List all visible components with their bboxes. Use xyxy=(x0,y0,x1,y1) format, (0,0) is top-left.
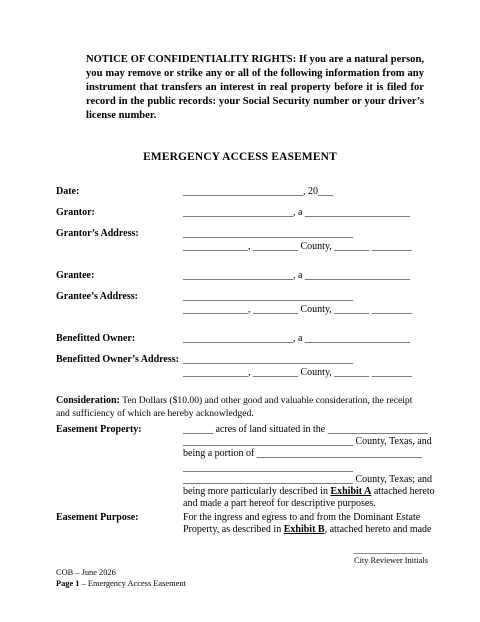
easement-property-label: Easement Property: xyxy=(56,424,142,435)
easement-property-line2[interactable]: __________________________________ County, Texas, and xyxy=(183,436,432,447)
consideration-paragraph xyxy=(56,395,426,420)
exhibit-a-link[interactable]: Exhibit A xyxy=(330,486,372,497)
easement-purpose-line2 xyxy=(183,524,431,535)
easement-purpose-line2-text: Property, as described in xyxy=(183,524,284,535)
date-field[interactable]: ________________________, 20___ xyxy=(183,186,333,197)
grantor-address-line1[interactable]: __________________________________ xyxy=(183,228,353,239)
footer-page-number: Page 1 xyxy=(56,579,80,588)
benefitted-owner-address-label: Benefitted Owner’s Address: xyxy=(56,354,179,365)
easement-property-line6 xyxy=(183,486,435,497)
exhibit-b-link[interactable]: Exhibit B xyxy=(283,524,325,535)
date-label: Date: xyxy=(56,186,80,197)
initials-signature-line[interactable] xyxy=(354,553,422,554)
grantor-address-label: Grantor’s Address: xyxy=(56,228,139,239)
confidentiality-notice: NOTICE OF CONFIDENTIALITY RIGHTS: If you are a natural person, you may remove or strike any or all of the following information from any instrument that transfers an interest in real property before it is filed for record in the public records: your Social Security number or your driver’s license number. xyxy=(86,54,424,121)
easement-property-line6-text: being more particularly described in xyxy=(183,486,331,497)
benefitted-owner-label: Benefitted Owner: xyxy=(56,333,136,344)
benefitted-owner-address-line1[interactable]: __________________________________ xyxy=(183,354,353,365)
city-reviewer-initials-label: City Reviewer Initials xyxy=(354,556,428,565)
easement-property-line5[interactable]: __________________________________ County, Texas; and xyxy=(183,474,433,485)
footer-page-info xyxy=(56,579,186,588)
footer-cob-date: COB – June 2026 xyxy=(56,568,116,577)
grantee-address-line2[interactable]: _____________, _________ County, _______ ________ xyxy=(183,304,412,315)
benefitted-owner-address-line2[interactable]: _____________, _________ County, _______ ________ xyxy=(183,367,412,378)
grantee-address-line1[interactable]: __________________________________ xyxy=(183,291,353,302)
consideration-text: Ten Dollars ($10.00) and other good and valuable consideration, the receipt and sufficiency of which are hereby acknowledged. xyxy=(56,395,413,419)
consideration-label: Consideration: xyxy=(56,395,120,406)
grantor-field[interactable]: ______________________, a _____________________ xyxy=(183,207,410,218)
easement-property-line4[interactable]: __________________________________ xyxy=(183,462,353,473)
grantee-address-label: Grantee’s Address: xyxy=(56,291,138,302)
grantee-label: Grantee: xyxy=(56,270,95,281)
easement-property-line3[interactable]: being a portion of _________________________________ xyxy=(183,448,422,459)
benefitted-owner-field[interactable]: ______________________, a _____________________ xyxy=(183,333,410,344)
easement-purpose-line1: For the ingress and egress to and from the Dominant Estate xyxy=(183,512,421,523)
footer-page-title: – Emergency Access Easement xyxy=(79,579,186,588)
easement-property-line6-tail: attached hereto xyxy=(371,486,435,497)
easement-purpose-line2-tail: , attached hereto and made xyxy=(324,524,432,535)
grantor-address-line2[interactable]: _____________, _________ County, _______ ________ xyxy=(183,241,412,252)
easement-purpose-label: Easement Purpose: xyxy=(56,512,139,523)
grantor-label: Grantor: xyxy=(56,207,95,218)
easement-property-line1[interactable]: ______ acres of land situated in the ____________________ xyxy=(183,424,428,435)
grantee-field[interactable]: ______________________, a _____________________ xyxy=(183,270,410,281)
document-title: EMERGENCY ACCESS EASEMENT xyxy=(143,151,337,163)
easement-property-line7: and made a part hereof for descriptive purposes. xyxy=(183,498,376,509)
